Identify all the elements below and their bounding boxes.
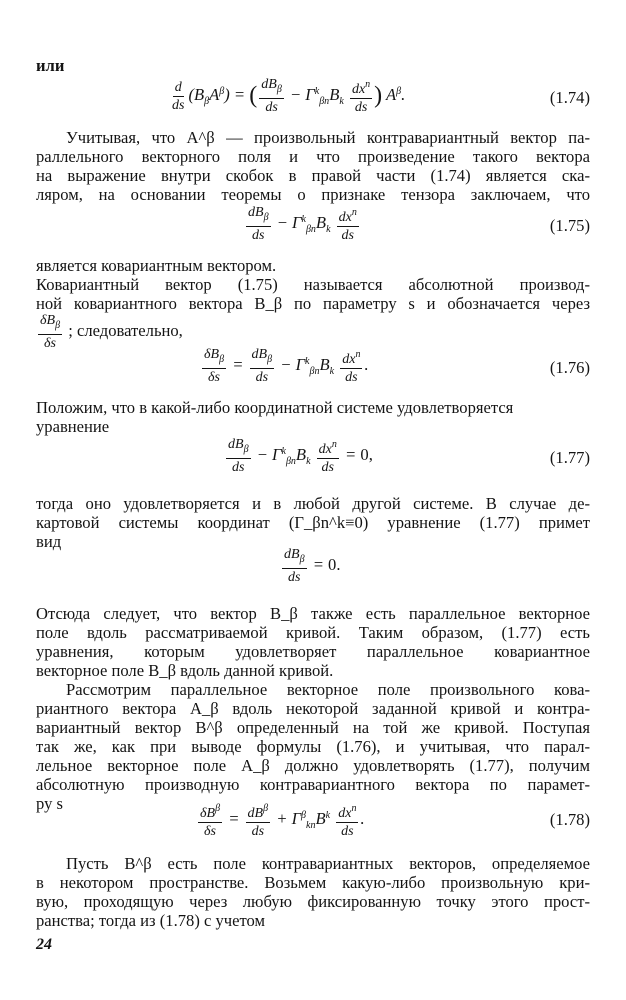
paragraph-line: ранства; тогда из (1.78) с учетом	[36, 911, 266, 930]
paragraph-line: тогда оно удовлетворяется и в любой другой системе. В случае де-	[36, 494, 590, 513]
paragraph-line: вид	[36, 532, 62, 551]
paragraph-line: $\frac{\delta B_\beta}{\delta s}$ ; следовательно,	[40, 313, 183, 351]
equation-number: (1.76)	[549, 358, 590, 377]
paragraph-line: вариантный вектор B^β определенный на той же кривой. Поступая	[36, 718, 590, 737]
paragraph-line: ной ковариантного вектора B_β по параметру s и обозначается через	[36, 294, 590, 313]
paragraph-fragment: ; следовательно,	[68, 320, 183, 340]
paragraph-line: Пусть B^β есть поле контравариантных векторов, определяемое	[66, 854, 590, 873]
paragraph-line: так же, как при выводе формулы (1.76), и учитывая, что парал-	[36, 737, 590, 756]
paragraph-line: уравнения, которым удовлетворяет параллельное ковариантное	[36, 642, 590, 661]
paragraph-line: векторное поле B_β вдоль данной кривой.	[36, 661, 334, 680]
paragraph-line: ру s	[36, 794, 63, 813]
paragraph-line: Ковариантный вектор (1.75) называется абсолютной производ-	[36, 275, 590, 294]
equation-1-76: $\frac{\delta B_\beta}{\delta s}$ = $\frac{dB_\beta}{ds}$ − $\Gamma^k_{\beta n}B_k$ $\frac{dx^n}{ds}$ .	[204, 347, 369, 385]
text-ili: или	[36, 56, 65, 75]
paragraph-line: Рассмотрим параллельное векторное поле произвольного кова-	[66, 680, 590, 699]
paragraph-line: Учитывая, что A^β — произвольный контравариантный вектор па-	[66, 128, 590, 147]
paragraph-line: поле вдоль рассматриваемой кривой. Таким образом, (1.77) есть	[36, 623, 590, 642]
equation-number: (1.78)	[549, 810, 590, 829]
equation-unnumbered: $\frac{dB_\beta}{ds}$ = 0.	[284, 547, 341, 585]
paragraph-line: лельное векторное поле A_β должно удовлетворять (1.77), получим	[36, 756, 590, 775]
equation-1-77: $\frac{dB_\beta}{ds}$ − $\Gamma^k_{\beta n}B_k$ $\frac{dx^n}{ds}$ = 0,	[228, 437, 373, 475]
equation-number: (1.74)	[549, 88, 590, 107]
paragraph-line: риантного вектора A_β вдоль некоторой заданной кривой и контра-	[36, 699, 590, 718]
equation-1-74: $\frac{d}{ds}$ $(B_\beta A^\beta)$ = ( $\frac{dB_\beta}{ds}$ − $\Gamma^k_{\beta n}B_k$ $\frac{dx^n}{ds}$ ) $A^\beta$.	[172, 77, 406, 115]
paragraph-line: раллельного векторного поля и что произведение такого вектора	[36, 147, 590, 166]
paragraph-line: является ковариантным вектором.	[36, 256, 277, 275]
paragraph-line: Отсюда следует, что вектор B_β также есть параллельное векторное	[36, 604, 590, 623]
paragraph-line: в некотором пространстве. Возьмем какую-либо произвольную кри-	[36, 873, 590, 892]
paragraph-line: уравнение	[36, 417, 110, 436]
equation-1-75: $\frac{dB_\beta}{ds}$ − $\Gamma^k_{\beta n}B_k$ $\frac{dx^n}{ds}$	[248, 205, 357, 243]
paragraph-line: картовой системы координат (Γ_βn^k≡0) уравнение (1.77) примет	[36, 513, 590, 532]
paragraph-line: Положим, что в какой-либо координатной системе удовлетворяется	[36, 398, 514, 417]
paragraph-line: ляром, на основании теоремы о признаке тензора заключаем, что	[36, 185, 590, 204]
equation-number: (1.75)	[549, 216, 590, 235]
paragraph-line: абсолютную производную контравариантного вектора по парамет-	[36, 775, 590, 794]
page-number: 24	[36, 936, 52, 953]
equation-1-78: $\frac{\delta B^\beta}{\delta s}$ = $\frac{dB^\beta}{ds}$ + $\Gamma^\beta_{kn}B^k$ $\frac{dx^n}{ds}$ .	[196, 800, 365, 840]
paragraph-line: вую, проходящую через любую фиксированную точку этого прост-	[36, 892, 590, 911]
equation-number: (1.77)	[549, 448, 590, 467]
paragraph-line: на выражение внутри скобок в правой части (1.74) является ска-	[36, 166, 590, 185]
